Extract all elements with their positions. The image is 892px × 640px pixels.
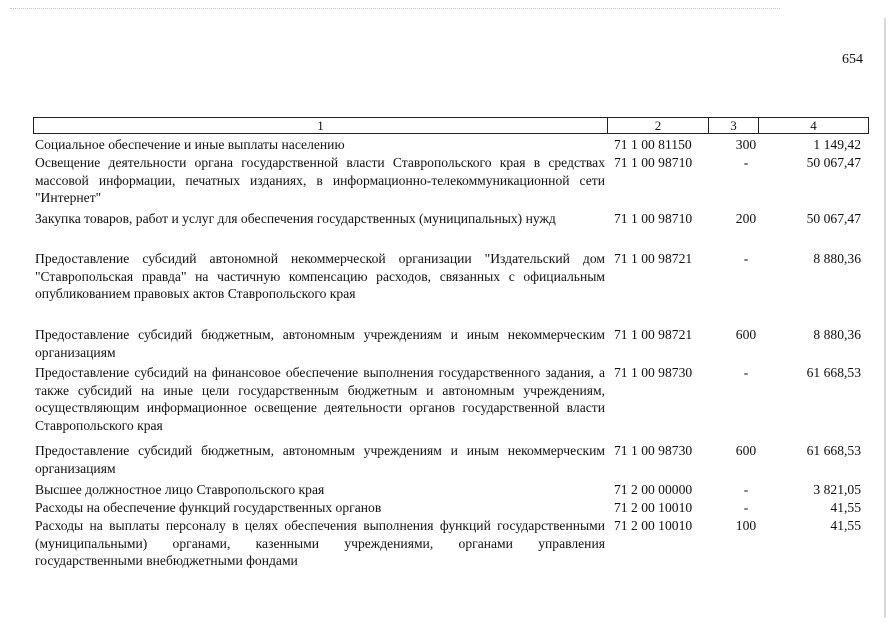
- row-name: Предоставление субсидий бюджетным, автономным учреждениям и иным некоммерческим организациям: [35, 327, 605, 360]
- row-type: 600: [735, 327, 757, 342]
- row-amount: 50 067,47: [806, 211, 861, 226]
- row-type: -: [743, 155, 749, 170]
- row-name: Расходы на обеспечение функций государственных органов: [35, 500, 382, 515]
- row-code: 71 1 00 98710: [614, 155, 693, 170]
- row-amount: 3 821,05: [813, 482, 861, 497]
- row-amount: 61 668,53: [806, 365, 861, 380]
- scan-right-edge: [884, 18, 886, 618]
- row-name: Освещение деятельности органа государственной власти Ставропольского края в средствах массовой информации, печатных изданиях, в информационно-телекоммуникационной сети "Интернет": [35, 155, 605, 205]
- row-amount: 50 067,47: [806, 155, 861, 170]
- row-type: -: [743, 365, 749, 380]
- row-code: 71 1 00 98730: [614, 365, 693, 380]
- row-code: 71 1 00 81150: [614, 137, 692, 152]
- row-type: 600: [735, 443, 757, 458]
- row-amount: 8 880,36: [813, 251, 861, 266]
- page-number: 654: [842, 52, 863, 67]
- row-type: 200: [735, 211, 757, 226]
- column-header-2: 2: [607, 117, 709, 134]
- row-name: Предоставление субсидий бюджетным, автономным учреждениям и иным некоммерческим организациям: [35, 443, 605, 476]
- row-name: Предоставление субсидий на финансовое обеспечение выполнения государственного задания, а также субсидий на иные цели государственным бюджетным и автономным учреждениям, осуществляющим информационное освещение деятельности органов государственной власти Ставропольского края: [35, 365, 605, 433]
- row-name: Расходы на выплаты персоналу в целях обеспечения выполнения функций государственными (муниципальными) органами, казенными учреждениями, органами управления государственными внебюджетными фондами: [35, 518, 605, 568]
- row-type: 100: [735, 518, 757, 533]
- column-header-1: 1: [33, 117, 608, 134]
- column-header-4: 4: [758, 117, 869, 134]
- row-type: -: [743, 482, 749, 497]
- row-amount: 41,55: [830, 500, 861, 515]
- row-code: 71 2 00 10010: [614, 518, 693, 533]
- row-name: Социальное обеспечение и иные выплаты населению: [35, 137, 345, 152]
- column-header-3: 3: [708, 117, 759, 134]
- row-type: -: [743, 500, 749, 515]
- row-code: 71 1 00 98721: [614, 251, 693, 266]
- row-code: 71 1 00 98721: [614, 327, 693, 342]
- row-code: 71 2 00 10010: [614, 500, 693, 515]
- row-amount: 61 668,53: [806, 443, 861, 458]
- row-type: 300: [735, 137, 757, 152]
- row-code: 71 1 00 98710: [614, 211, 693, 226]
- row-amount: 8 880,36: [813, 327, 861, 342]
- row-amount: 1 149,42: [813, 137, 861, 152]
- row-name: Высшее должностное лицо Ставропольского края: [35, 482, 325, 497]
- row-name: Закупка товаров, работ и услуг для обеспечения государственных (муниципальных) нужд: [35, 211, 556, 226]
- row-name: Предоставление субсидий автономной некоммерческой организации "Издательский дом "Ставропольская правда" на частичную компенсацию расходов, связанных с официальным опубликованием правовых актов Ставропольского края: [35, 251, 605, 301]
- row-amount: 41,55: [830, 518, 861, 533]
- row-code: 71 2 00 00000: [614, 482, 693, 497]
- row-code: 71 1 00 98730: [614, 443, 693, 458]
- scan-top-line: [10, 8, 780, 9]
- row-type: -: [743, 251, 749, 266]
